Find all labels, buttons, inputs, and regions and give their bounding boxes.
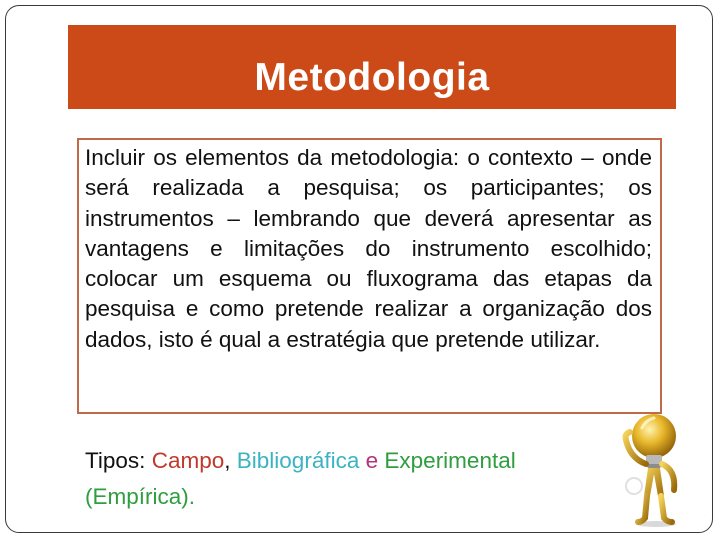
types-prefix: Tipos: (85, 448, 146, 473)
title-bar (68, 25, 676, 109)
type-campo: Campo (151, 448, 225, 473)
slide-title: Metodologia (254, 56, 490, 99)
lightbulb-person-icon (612, 400, 692, 530)
type-empirica: (Empírica). (85, 484, 196, 509)
body-text: Incluir os elementos da metodologia: o contexto – onde será realizada a pesquisa; os participantes; os instrumentos – lembrando que deverá apresentar as vantagens e limitações do instrumento escolhido; colocar um esquema ou fluxograma das etapas da pesquisa e como pretende realizar a organização dos dados, isto é qual a estratégia que pretende utilizar. (85, 145, 652, 352)
types-comma: , (224, 448, 231, 473)
types-line-2 (85, 482, 195, 512)
types-line (85, 446, 645, 476)
types-conjunction: e (365, 448, 379, 473)
type-bibliografica: Bibliográfica (236, 448, 360, 473)
type-experimental: Experimental (384, 448, 516, 473)
